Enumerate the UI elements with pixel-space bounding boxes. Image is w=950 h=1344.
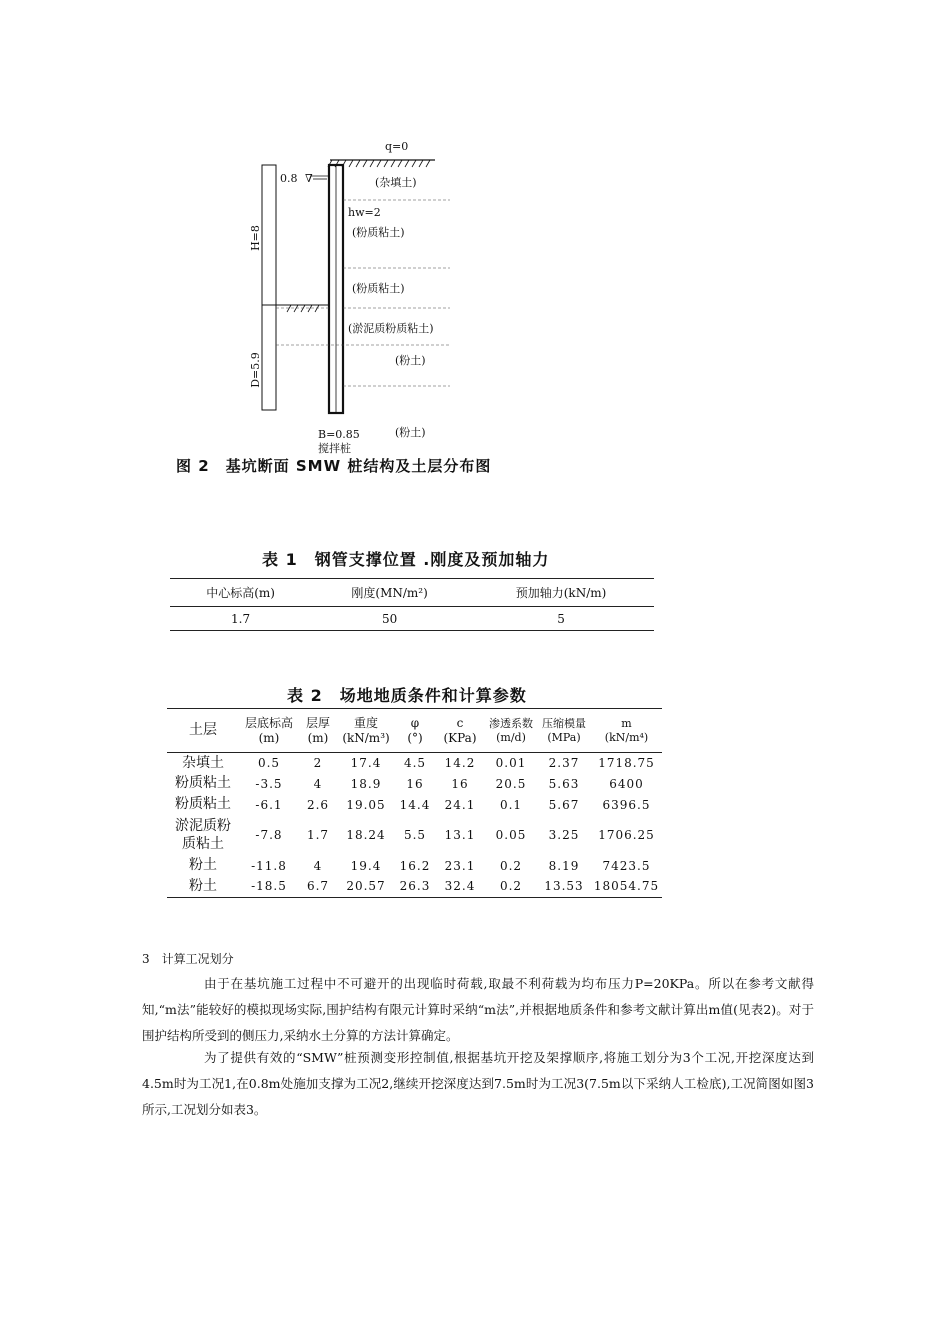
table-row (167, 795, 662, 816)
table-cell: 20.57 (346, 879, 386, 894)
paragraph: 为了提供有效的“SMW”桩预测变形控制值,根据基坑开挖及架撑顺序,将施工划分为3个工况,开挖深度达到4.5m时为工况1,在0.8m处施加支撑为工况2,继续开挖深度达到7.5m时为工况3(7.5m以下采纳人工检底),工况简图如图3所示,工况划分如表3。 (142, 1050, 814, 1117)
excavation-bottom-hatch (287, 305, 319, 312)
table-cell: -3.5 (255, 776, 283, 791)
table-cell: 13.53 (544, 879, 584, 894)
table-cell: 18.24 (346, 828, 386, 842)
section-heading: 3 计算工况划分 (142, 952, 234, 966)
column-header: 重度 (kN/m³) (342, 715, 390, 745)
water-head-label: hw=2 (348, 206, 381, 219)
column-header: 预加轴力(kN/m) (515, 586, 607, 600)
table-cell: 5.67 (548, 797, 580, 812)
table-cell: 0.01 (495, 755, 527, 770)
table-row (167, 753, 662, 774)
table-row (167, 774, 662, 795)
table2-caption: 表 2 场地地质条件和计算参数 (287, 686, 527, 705)
dimension-bar (262, 165, 276, 410)
table-cell: 0.2 (499, 879, 523, 894)
table-cell: 0.05 (495, 828, 527, 842)
table-cell: -11.8 (251, 858, 287, 873)
water-level-icon: ∇ (305, 172, 313, 185)
table-cell: 0.5 (257, 755, 281, 770)
soil-profile-figure (235, 140, 475, 480)
table-cell: 6.7 (306, 879, 330, 894)
table-cell: 16 (451, 776, 469, 791)
layer-label: (粉质粘土) (352, 282, 405, 295)
table1-caption: 表 1 钢管支撑位置 .刚度及预加轴力 (262, 550, 550, 569)
column-header: c (KPa) (443, 715, 477, 745)
embed-depth-label: D=5.9 (249, 352, 262, 388)
table-cell: 0.1 (499, 797, 523, 812)
figure-caption: 图 2 基坑断面 SMW 桩结构及土层分布图 (176, 457, 492, 475)
table-cell: 26.3 (399, 879, 431, 894)
table-cell: 13.1 (444, 828, 476, 842)
table-row (167, 856, 662, 877)
table-cell: 1706.25 (598, 828, 655, 842)
table-cell: 5.5 (403, 828, 427, 842)
table-cell: 淤泥质粉质粘土 (175, 818, 231, 852)
table-cell: 6400 (609, 776, 644, 791)
pile-width-label: B=0.85 (318, 428, 360, 441)
table-cell: 5 (557, 611, 565, 626)
table-cell: 23.1 (444, 858, 476, 873)
table-cell: 1718.75 (598, 755, 655, 770)
table-cell: 4 (313, 776, 323, 791)
table-cell: -18.5 (251, 879, 287, 894)
excavation-depth-label: H=8 (249, 225, 262, 251)
paragraph: 由于在基坑施工过程中不可避开的出现临时荷载,取最不利荷载为均布压力P=20KPa。所以在参考文献得知,“m法”能较好的模拟现场实际,围护结构有限元计算时采纳“m法”,并根据地质条件和参考文献计算出m值(见表2)。对于围护结构所受到的侧压力,采纳水土分算的方法计算确定。 (142, 976, 814, 1043)
table-row (170, 607, 654, 631)
table-cell: 粉土 (189, 857, 217, 874)
table-cell: 17.4 (350, 755, 382, 770)
water-level-label: 0.8 (280, 172, 298, 185)
table-cell: 3.25 (548, 828, 580, 842)
pile-type-label: 搅拌桩 (318, 442, 351, 455)
table-header-row (170, 579, 654, 607)
table-cell: 粉质粘土 (175, 775, 231, 792)
table-cell: -7.8 (255, 828, 283, 842)
layer-label: (淤泥质粉质粘土) (348, 322, 434, 335)
table-row (167, 877, 662, 898)
column-header: 压缩模量 (MPa) (542, 716, 586, 744)
table-cell: 16.2 (399, 858, 431, 873)
table1 (170, 578, 654, 631)
table-cell: -6.1 (255, 797, 283, 812)
layer-label: (粉质粘土) (352, 226, 405, 239)
column-header: φ (°) (407, 715, 423, 745)
table2 (167, 708, 662, 898)
table-cell: 5.63 (548, 776, 580, 791)
table-cell: 19.05 (346, 797, 386, 812)
table-header-row (167, 709, 662, 753)
table-cell: 8.19 (548, 858, 580, 873)
table-cell: 18054.75 (593, 879, 660, 894)
layer-label: (杂填土) (375, 176, 417, 189)
column-header: m (kN/m⁴) (604, 716, 649, 744)
table-cell: 1.7 (231, 611, 251, 626)
table-cell: 2.6 (306, 797, 330, 812)
table-cell: 粉土 (189, 878, 217, 894)
layer-label: (粉土) (395, 354, 426, 367)
table-cell: 2.37 (548, 755, 580, 770)
table-cell: 7423.5 (602, 858, 651, 873)
table-row (167, 816, 662, 856)
table-cell: 16 (406, 776, 424, 791)
table-cell: 杂填土 (182, 754, 224, 771)
table-cell: 50 (381, 611, 398, 626)
table-cell: 2 (313, 755, 323, 770)
table-cell: 20.5 (495, 776, 527, 791)
layer-label: (粉土) (395, 426, 426, 439)
table-cell: 1.7 (306, 828, 330, 842)
column-header: 层底标高 (m) (244, 715, 293, 745)
table-cell: 6396.5 (602, 797, 651, 812)
table-cell: 粉质粘土 (175, 796, 231, 813)
table-cell: 24.1 (444, 797, 476, 812)
table-cell: 4 (313, 858, 323, 873)
table-cell: 19.4 (350, 858, 382, 873)
column-header: 中心标高(m) (206, 586, 275, 600)
table-cell: 4.5 (403, 755, 427, 770)
table-cell: 14.2 (444, 755, 476, 770)
column-header: 渗透系数 (m/d) (489, 716, 533, 744)
column-header: 土层 (189, 721, 217, 738)
column-header: 层厚 (m) (305, 715, 330, 745)
table-cell: 32.4 (444, 879, 476, 894)
column-header: 刚度(MN/m²) (351, 586, 428, 600)
load-label: q=0 (385, 140, 409, 153)
table-cell: 0.2 (499, 858, 523, 873)
table-cell: 18.9 (350, 776, 382, 791)
table-cell: 14.4 (399, 797, 431, 812)
